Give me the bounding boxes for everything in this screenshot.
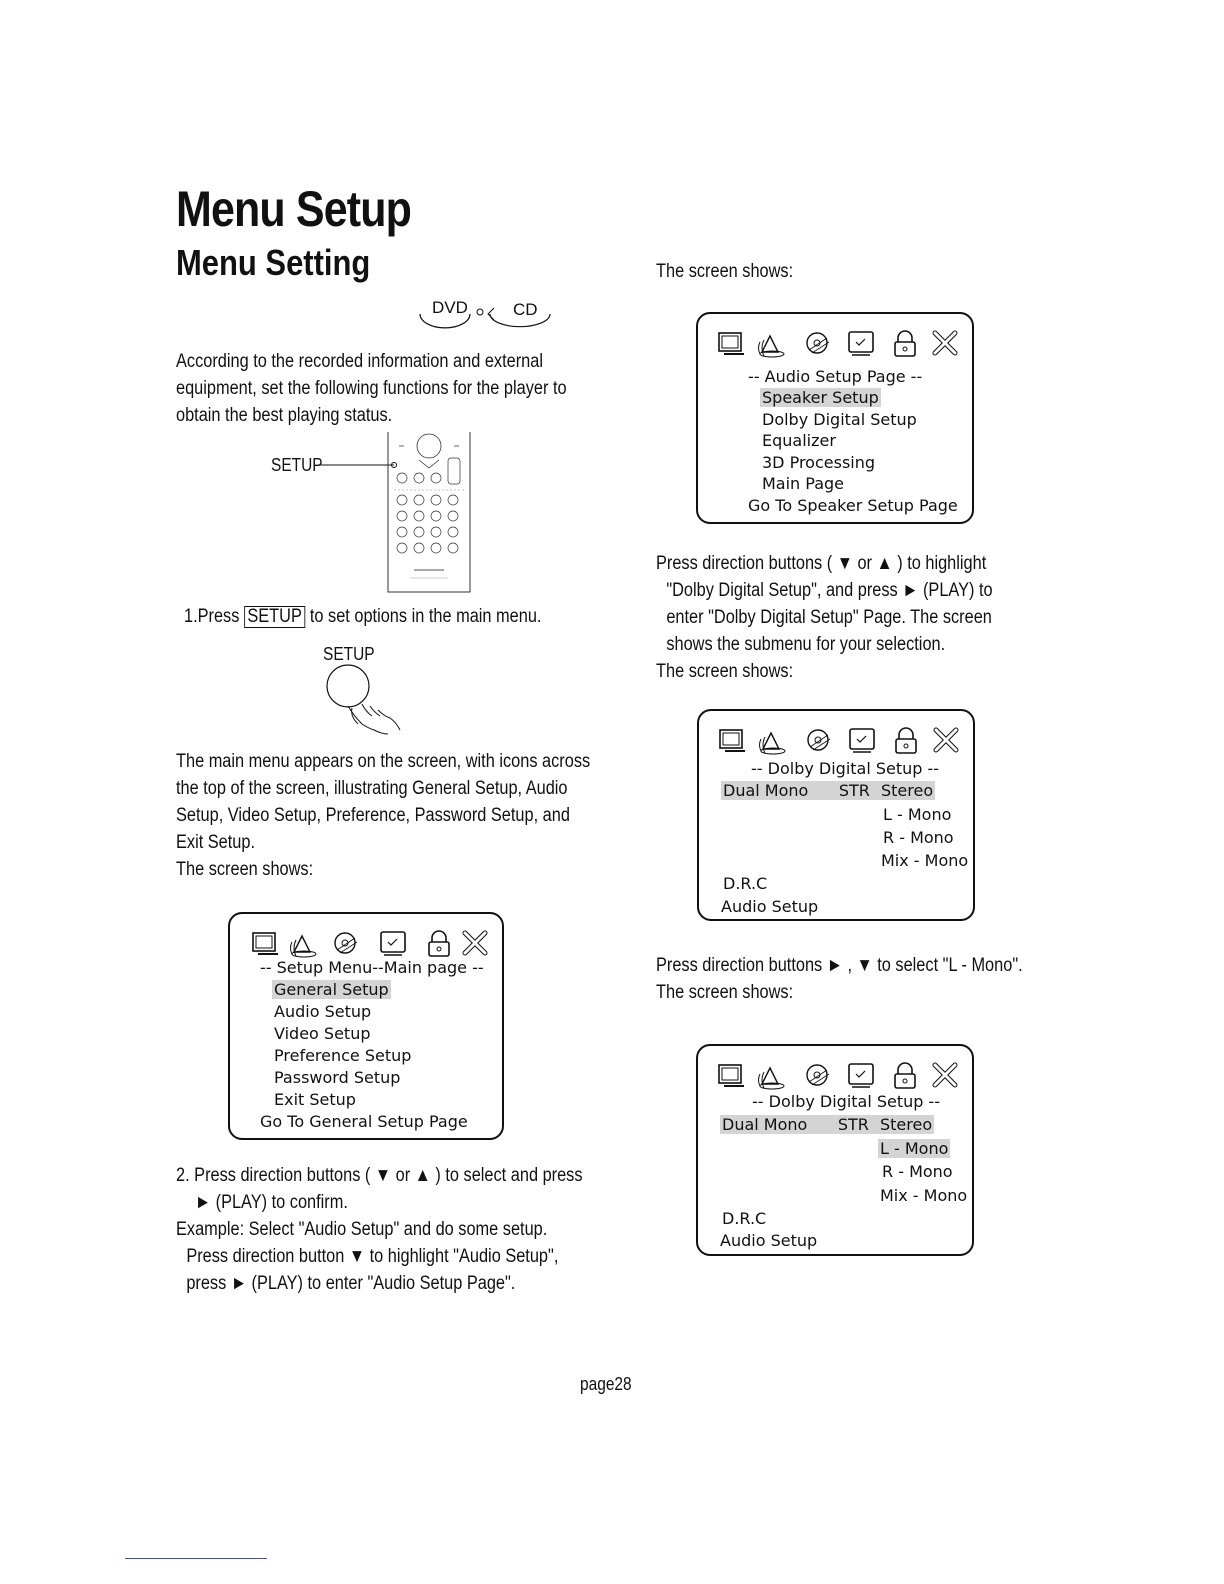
desc-line: the top of the screen, illustrating General Setup, Audio — [176, 778, 568, 799]
menu-icon-bar — [719, 723, 969, 755]
intro-line: According to the recorded information and external — [176, 351, 543, 372]
speaker-icon — [759, 1068, 785, 1089]
disc-badges — [410, 296, 560, 336]
option-l-mono[interactable]: L - Mono — [880, 1139, 949, 1158]
lock-icon — [429, 931, 449, 956]
dvd-badge: DVD — [432, 298, 468, 317]
screen-footer: Go To General Setup Page — [260, 1112, 468, 1131]
screen-dolby-digital-stereo — [697, 709, 975, 921]
main-menu-description — [176, 748, 591, 883]
step4-line: Press direction buttons ► , ▼ to select "L - Mono". — [656, 955, 1023, 976]
menu-item-main-page[interactable]: Main Page — [762, 474, 845, 493]
speaker-icon — [760, 733, 786, 754]
desc-line: Exit Setup. — [176, 832, 256, 853]
option-stereo[interactable]: Stereo — [880, 1115, 933, 1134]
step4-instruction — [656, 952, 1056, 1006]
menu-item-audio-setup[interactable]: Audio Setup — [274, 1002, 372, 1021]
menu-item-str[interactable]: STR — [838, 781, 870, 800]
speaker-icon — [291, 936, 317, 957]
screen-heading: -- Audio Setup Page -- — [748, 367, 923, 386]
menu-item-password-setup[interactable]: Password Setup — [274, 1068, 401, 1087]
cd-badge: CD — [513, 300, 538, 319]
menu-item-preference-setup[interactable]: Preference Setup — [274, 1046, 412, 1065]
lock-icon — [895, 331, 915, 356]
step3-line: "Dolby Digital Setup", and press ► (PLAY) to — [666, 580, 993, 601]
step3-line: enter "Dolby Digital Setup" Page. The screen — [666, 607, 992, 628]
monitor-icon — [849, 1064, 873, 1087]
monitor-icon — [850, 729, 874, 752]
screen-shows-label: The screen shows: — [656, 261, 794, 282]
setup-button-label: SETUP — [323, 644, 375, 664]
tv-icon — [719, 333, 744, 354]
right-screen-shows — [656, 258, 815, 285]
step2-line: Example: Select "Audio Setup" and do some setup. — [176, 1219, 548, 1240]
step2-line: Press direction button ▼ to highlight "Audio Setup", — [186, 1246, 559, 1267]
desc-line: The screen shows: — [176, 859, 314, 880]
menu-item-video-setup[interactable]: Video Setup — [274, 1024, 371, 1043]
tv-icon — [720, 730, 745, 751]
step4-line: The screen shows: — [656, 982, 794, 1003]
menu-item-dolby-digital-setup[interactable]: Dolby Digital Setup — [762, 410, 917, 429]
screen-heading: -- Dolby Digital Setup -- — [752, 1092, 941, 1111]
disc-icon — [807, 333, 829, 353]
desc-line: Setup, Video Setup, Preference, Password Setup, and — [176, 805, 570, 826]
menu-item-general-setup[interactable]: General Setup — [274, 980, 389, 999]
step1-suffix: to set options in the main menu. — [305, 606, 542, 627]
lock-icon — [896, 728, 916, 753]
step3-instruction — [656, 550, 1056, 685]
exit-icon — [465, 933, 485, 953]
step3-line: The screen shows: — [656, 661, 794, 682]
option-l-mono[interactable]: L - Mono — [883, 805, 952, 824]
option-mix-mono[interactable]: Mix - Mono — [880, 1186, 968, 1205]
option-r-mono[interactable]: R - Mono — [883, 828, 954, 847]
screen-footer: Go To Speaker Setup Page — [748, 496, 958, 515]
page-subtitle: Menu Setting — [176, 242, 371, 283]
step1-instruction — [184, 603, 600, 630]
screen-audio-setup — [696, 312, 974, 524]
footer-rule — [125, 1558, 267, 1559]
page-title: Menu Setup — [176, 181, 412, 237]
option-r-mono[interactable]: R - Mono — [882, 1162, 953, 1181]
step3-line: Press direction buttons ( ▼ or ▲ ) to highlight — [656, 553, 987, 574]
screen-dolby-digital-lmono — [696, 1044, 974, 1256]
screen-footer: Audio Setup — [721, 897, 819, 916]
menu-item-str[interactable]: STR — [837, 1115, 869, 1134]
disc-icon — [808, 730, 830, 750]
setup-key-box: SETUP — [244, 606, 305, 628]
speaker-icon — [759, 336, 785, 357]
step2-line: ► (PLAY) to confirm. — [194, 1192, 348, 1213]
menu-item-equalizer[interactable]: Equalizer — [762, 431, 836, 450]
intro-line: equipment, set the following functions for the player to — [176, 378, 567, 399]
menu-item-dual-mono[interactable]: Dual Mono — [722, 1115, 808, 1134]
menu-item-drc[interactable]: D.R.C — [722, 1209, 767, 1228]
step2-line: 2. Press direction buttons ( ▼ or ▲ ) to select and press — [176, 1165, 583, 1186]
exit-icon — [935, 333, 955, 353]
exit-icon — [936, 730, 956, 750]
option-stereo[interactable]: Stereo — [881, 781, 934, 800]
monitor-icon — [381, 932, 405, 955]
step2-instruction — [176, 1162, 583, 1297]
menu-item-drc[interactable]: D.R.C — [723, 874, 768, 893]
option-mix-mono[interactable]: Mix - Mono — [881, 851, 969, 870]
page-number: page28 — [580, 1374, 632, 1394]
menu-item-exit-setup[interactable]: Exit Setup — [274, 1090, 356, 1109]
step1-prefix: 1.Press — [184, 606, 244, 627]
remote-setup-label: SETUP — [271, 455, 323, 475]
monitor-icon — [849, 332, 873, 355]
step3-line: shows the submenu for your selection. — [666, 634, 946, 655]
disc-icon — [335, 933, 357, 953]
step2-line: press ► (PLAY) to enter "Audio Setup Page". — [186, 1273, 516, 1294]
remote-control-illustration — [386, 432, 472, 594]
exit-icon — [935, 1065, 955, 1085]
menu-icon-bar — [718, 1058, 968, 1090]
lock-icon — [895, 1063, 915, 1088]
setup-button-press-icon — [318, 664, 418, 754]
menu-item-dual-mono[interactable]: Dual Mono — [723, 781, 809, 800]
disc-icon — [807, 1065, 829, 1085]
intro-paragraph — [176, 348, 567, 429]
menu-item-3d-processing[interactable]: 3D Processing — [762, 453, 876, 472]
tv-icon — [253, 933, 278, 954]
menu-icon-bar — [250, 926, 490, 958]
desc-line: The main menu appears on the screen, with icons across — [176, 751, 591, 772]
screen-heading: -- Setup Menu--Main page -- — [260, 958, 484, 977]
intro-line: obtain the best playing status. — [176, 405, 393, 426]
screen-footer: Audio Setup — [720, 1231, 818, 1250]
tv-icon — [719, 1065, 744, 1086]
screen-main-menu — [228, 912, 504, 1140]
screen-heading: -- Dolby Digital Setup -- — [751, 759, 940, 778]
menu-item-speaker-setup[interactable]: Speaker Setup — [762, 388, 879, 407]
menu-icon-bar — [718, 326, 968, 358]
